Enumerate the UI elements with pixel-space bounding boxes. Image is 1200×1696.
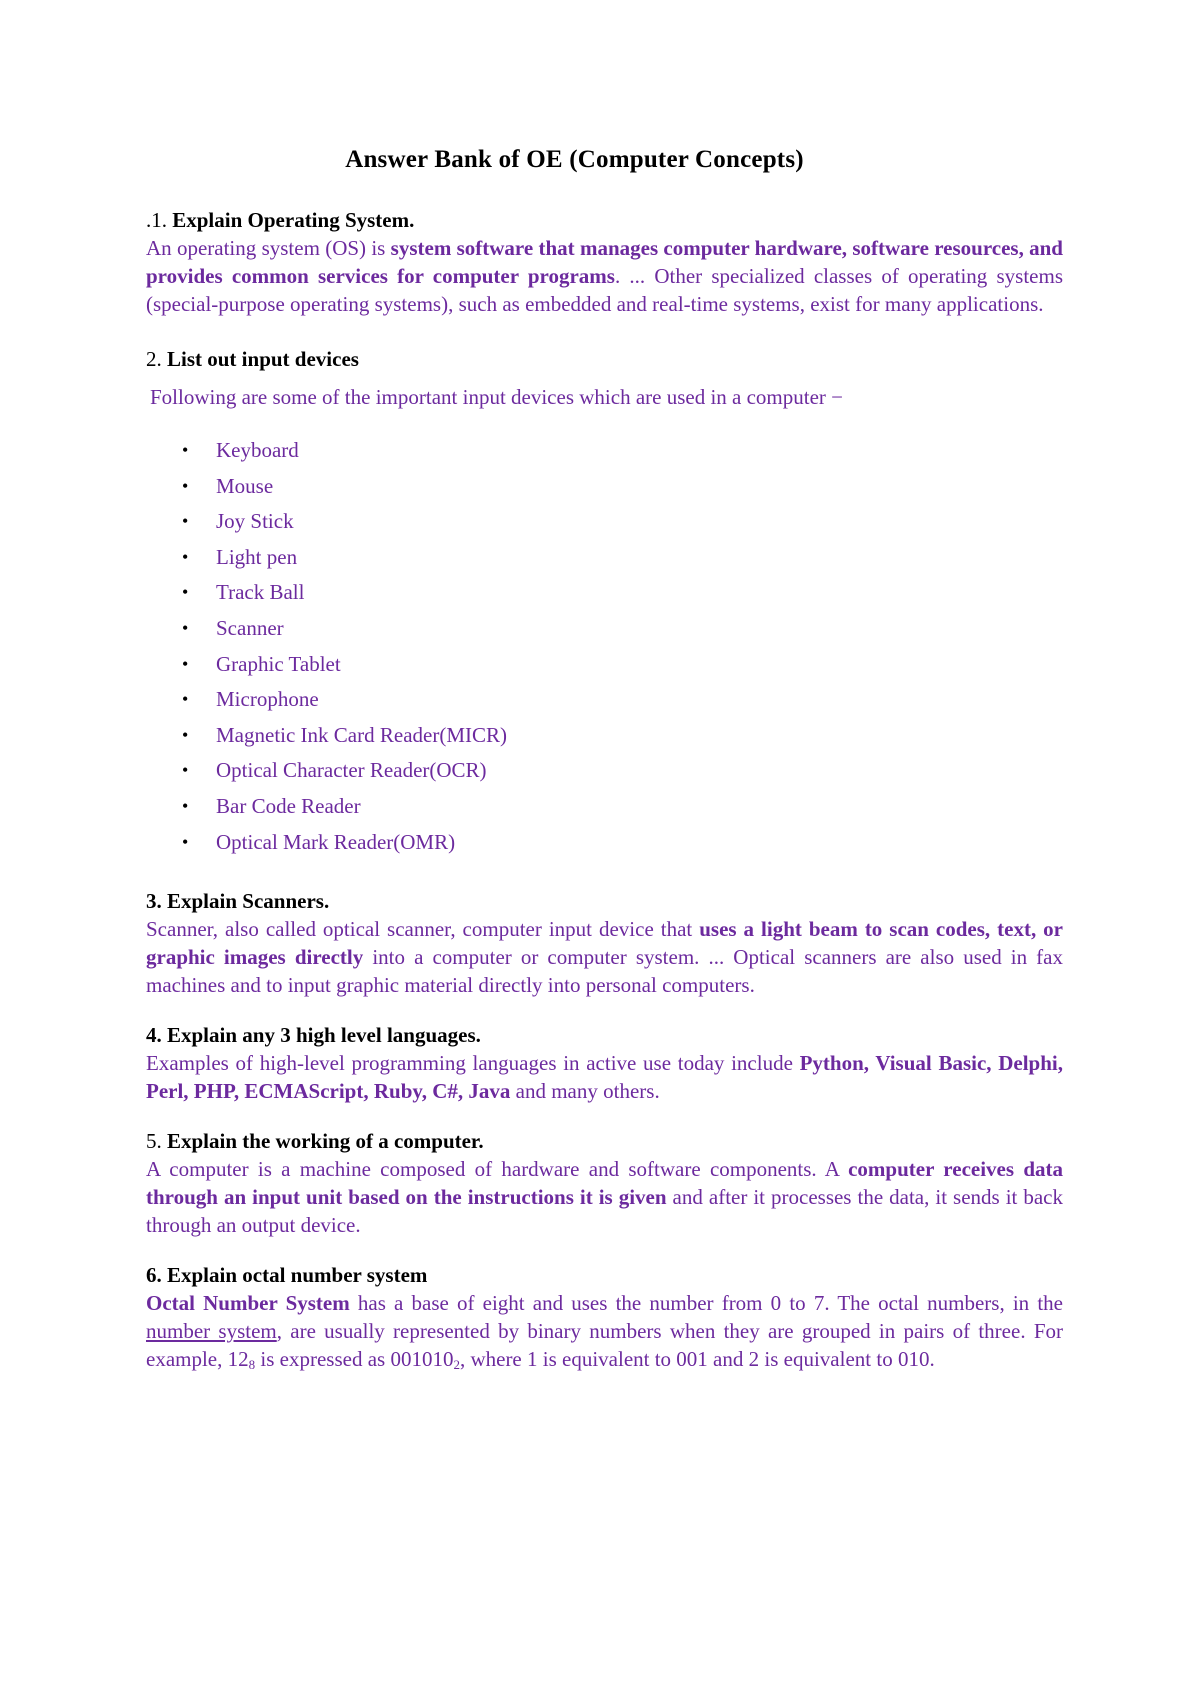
answer-6: Octal Number System has a base of eight and uses the number from 0 to 7. The octal numbers, in the number system, are usually represented by binary numbers when they are grouped in pairs of three. For example, $12_8$ is expressed as $001010_2$, where 1 is equivalent to 001 and 2 is equivalent to 010. [146,1291,1063,1373]
list-item: • Light pen [182,540,1063,576]
question-1 [146,206,1063,318]
list-item: • Bar Code Reader [182,789,1063,825]
answer-5-pre: A computer is a machine composed of hardware and software components. A [146,1157,849,1182]
question-2-number: 2. [146,347,162,371]
bullet-icon: • [182,724,189,745]
question-3-number: 3. [146,889,162,914]
answer-5 [146,1155,1063,1239]
question-1-text: Explain Operating System. [172,208,415,232]
list-item: • Optical Mark Reader(OMR) [182,825,1063,861]
question-3-heading [146,887,1063,915]
question-2-heading [146,345,1063,373]
answer-4-bold: Python, Visual Basic, Delphi, Perl, PHP, ECMAScript, Ruby, C#, Java [146,1051,1063,1104]
answer-4-post: and many others. [510,1079,660,1104]
bullet-icon: • [182,760,189,781]
answer-4 [146,1049,1063,1105]
question-4-number: 4. [146,1023,162,1048]
question-6-number: 6. [146,1263,162,1288]
bullet-icon: • [182,546,189,567]
question-5-heading [146,1127,1063,1155]
answer-3 [146,915,1063,999]
bullet-icon: • [182,795,189,816]
list-item: • Joy Stick [182,504,1063,540]
answer-5-bold: computer receives data through an input unit based on the instructions it is given [146,1157,1063,1210]
answer-4-pre: Examples of high-level programming languages in active use today include [146,1051,800,1076]
answer-3-bold: uses a light beam to scan codes, text, or graphic images directly [146,917,1064,970]
question-3 [146,887,1063,999]
question-2 [146,345,1063,860]
list-item: • Scanner [182,611,1063,647]
answer-5-post: and after it processes the data, it sends it back through an output device. [146,1185,1063,1238]
bullet-icon: • [182,831,189,852]
answer-1 [146,234,1063,318]
question-6-heading [146,1261,1063,1289]
list-item: • Magnetic Ink Card Reader(MICR) [182,718,1063,754]
question-3-text: Explain Scanners. [167,889,330,914]
bullet-icon: • [182,653,189,674]
bullet-icon: • [182,617,189,638]
question-1-heading [146,206,1063,234]
document-title: Answer Bank of OE (Computer Concepts) [345,146,804,173]
list-item: • Track Ball [182,575,1063,611]
question-4-heading [146,1021,1063,1049]
question-5 [146,1127,1063,1239]
question-4-text: Explain any 3 high level languages. [167,1023,481,1048]
question-1-number: .1. [146,208,167,232]
answer-3-post: into a computer or computer system. ... Optical scanners are also used in fax machines and to input graphic material directly into personal computers. [146,945,1063,998]
question-6 [146,1261,1063,1373]
bullet-icon: • [182,689,189,710]
list-item: • Optical Character Reader(OCR) [182,753,1063,789]
question-5-text: Explain the working of a computer. [167,1129,484,1154]
list-item: • Microphone [182,682,1063,718]
question-5-number: 5. [146,1129,162,1154]
question-4 [146,1021,1063,1105]
question-2-text: List out input devices [167,347,359,371]
list-item: • Mouse [182,469,1063,505]
bullet-icon: • [182,582,189,603]
answer-1-bold: system software that manages computer hardware, software resources, and provides common services for computer programs [146,236,1063,288]
list-item: • Keyboard [182,433,1063,469]
bullet-icon: • [182,440,189,460]
question-6-text: Explain octal number system [167,1263,428,1288]
answer-2-intro: Following are some of the important input devices which are used in a computer − [150,385,843,409]
bullet-icon: • [182,511,189,532]
input-devices-list [146,433,1063,860]
answer-1-pre: An operating system (OS) is [146,236,391,260]
list-item: • Graphic Tablet [182,647,1063,683]
answer-6-bold: Octal Number System [146,1291,350,1316]
answer-1-post: . ... Other specialized classes of operating systems (special-purpose operating systems), such as embedded and real-time systems, exist for many applications. [146,264,1063,316]
number-system-link[interactable]: number system [146,1319,277,1344]
answer-3-pre: Scanner, also called optical scanner, computer input device that [146,917,700,942]
bullet-icon: • [182,475,189,496]
